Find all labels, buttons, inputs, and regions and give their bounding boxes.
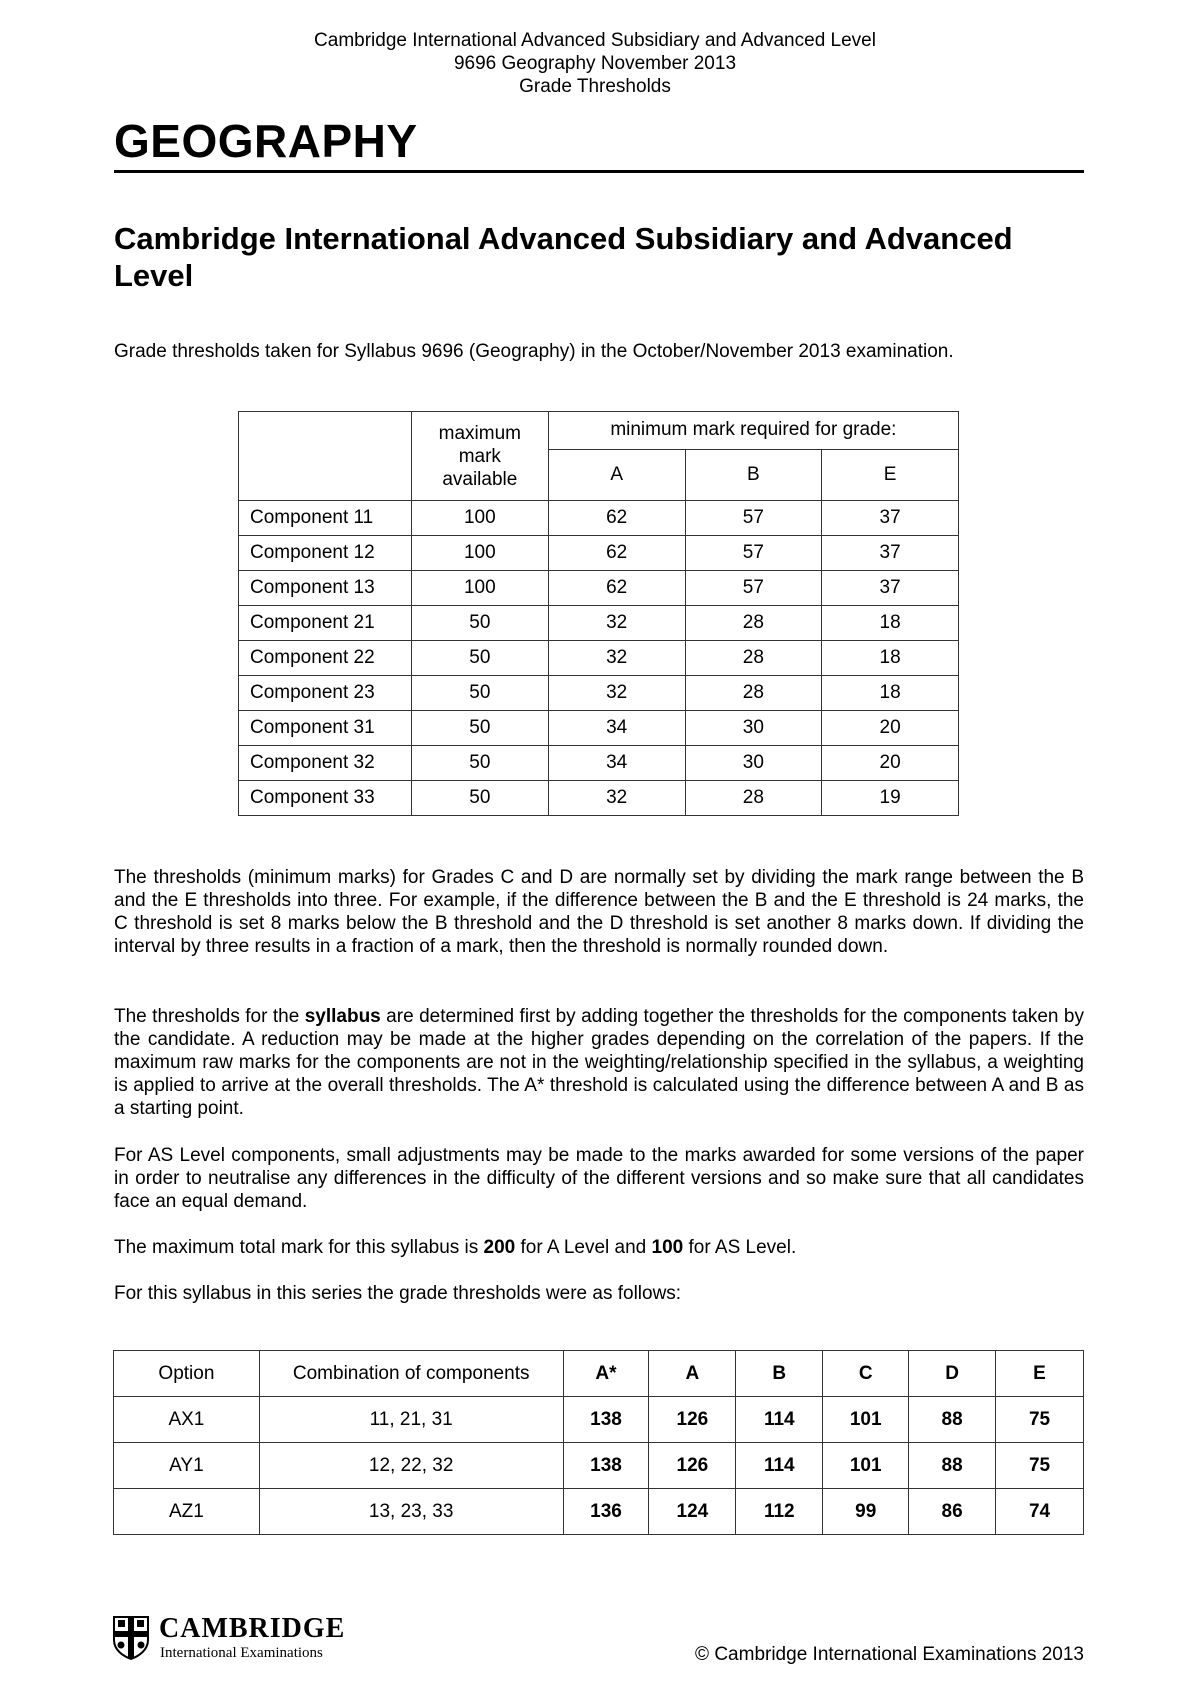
grade-threshold: 112 [736,1489,823,1535]
p4-text-c: for A Level and [515,1237,652,1258]
grade-threshold: 75 [996,1443,1084,1489]
grade-a-mark: 34 [548,746,685,781]
max-mark: 50 [411,746,548,781]
grade-b-mark: 57 [685,536,822,571]
grade-e-mark: 20 [822,746,959,781]
table-row [114,1397,1084,1443]
grade-e-mark: 20 [822,711,959,746]
cambridge-logo [113,1614,353,1662]
intro-text: Grade thresholds taken for Syllabus 9696 (Geography) in the October/November 2013 examination. [114,341,954,362]
grade-b-mark: 57 [685,571,822,606]
grade-e-mark: 37 [822,571,959,606]
grade-a-mark: 32 [548,781,685,816]
grade-threshold: 136 [563,1489,649,1535]
max-mark: 100 [411,571,548,606]
paragraph-grade-c-d: The thresholds (minimum marks) for Grades C and D are normally set by dividing the mark range between the B and the E thresholds into three. For example, if the difference between the B and the E threshold is 24 marks, the C threshold is set 8 marks below the B threshold and the D threshold is set another 8 marks down. If dividing the interval by three results in a fraction of a mark, then the threshold is normally rounded down. [114,867,1084,957]
p4-text-d: for AS Level. [683,1237,797,1258]
option-thresholds-table [113,1350,1084,1535]
table-row [239,746,959,781]
grade-b-mark: 28 [685,781,822,816]
header-grade-a: A [548,449,685,500]
table-row [239,536,959,571]
page-subtitle: Cambridge International Advanced Subsidiary and Advanced Level [114,221,1013,293]
paragraph-max-total [114,1236,1084,1259]
table-row [114,1443,1084,1489]
component-thresholds-table [238,411,959,816]
max-mark: 100 [411,501,548,536]
p4-bold-100: 100 [651,1237,684,1258]
table-row [239,606,959,641]
max-mark: 50 [411,676,548,711]
page-title: GEOGRAPHY [114,115,418,167]
option-header-cell: Option [114,1351,260,1397]
header-line-1: Cambridge International Advanced Subsidiary and Advanced Level [314,30,876,51]
p2-bold: syllabus [304,1006,381,1027]
option-header-cell: A* [563,1351,649,1397]
grade-threshold: 88 [909,1443,996,1489]
grade-a-mark: 34 [548,711,685,746]
grade-threshold: 126 [649,1443,736,1489]
table-row [239,641,959,676]
header-line-2: 9696 Geography November 2013 [453,53,737,74]
paragraph-as-level: For AS Level components, small adjustments may be made to the marks awarded for some versions of the paper in order to neutralise any differences in the difficulty of the different versions and so make sure that all candidates face an equal demand. [114,1145,1084,1212]
option-header-cell: C [823,1351,909,1397]
p4-text-a: The maximum total mark for this syllabus is [114,1237,484,1258]
paragraph-series-intro: For this syllabus in this series the grade thresholds were as follows: [114,1283,682,1304]
component-name: Component 11 [239,501,412,536]
grade-threshold: 86 [909,1489,996,1535]
grade-b-mark: 57 [685,501,822,536]
logo-wordmark: CAMBRIDGE [159,1613,346,1644]
grade-a-mark: 62 [548,501,685,536]
grade-e-mark: 37 [822,501,959,536]
component-name: Component 32 [239,746,412,781]
grade-e-mark: 37 [822,536,959,571]
option-header-cell: D [909,1351,996,1397]
grade-a-mark: 32 [548,676,685,711]
page-header [0,29,1190,98]
grade-threshold: 126 [649,1397,736,1443]
max-mark: 50 [411,781,548,816]
grade-threshold: 114 [736,1397,823,1443]
component-name: Component 13 [239,571,412,606]
option-code: AX1 [114,1397,260,1443]
grade-a-mark: 32 [548,641,685,676]
grade-threshold: 138 [563,1443,649,1489]
grade-e-mark: 18 [822,641,959,676]
header-grade-e: E [822,449,959,500]
logo-subtitle: International Examinations [160,1645,323,1661]
max-mark: 100 [411,536,548,571]
grade-threshold: 114 [736,1443,823,1489]
component-combination: 12, 22, 32 [259,1443,563,1489]
component-name: Component 33 [239,781,412,816]
crest-icon [113,1616,149,1660]
option-header-cell: Combination of components [259,1351,563,1397]
grade-b-mark: 28 [685,606,822,641]
table-row [239,571,959,606]
copyright-notice: © Cambridge International Examinations 2013 [695,1644,1084,1665]
grade-threshold: 101 [823,1443,909,1489]
table-row [114,1489,1084,1535]
grade-a-mark: 62 [548,571,685,606]
grade-b-mark: 30 [685,746,822,781]
component-name: Component 31 [239,711,412,746]
table-row [239,711,959,746]
grade-e-mark: 19 [822,781,959,816]
p2-text-b: are determined first by adding together the thresholds for the components taken by the candidate. A reduction may be made at the higher grades depending on the correlation of the papers. If the maximum raw marks for the components are not in the weighting/relationship specified in the syllabus, a weighting is applied to arrive at the overall thresholds. The A* threshold is calculated using the difference between A and B as a starting point. [114,1006,1084,1119]
max-mark: 50 [411,606,548,641]
component-combination: 13, 23, 33 [259,1489,563,1535]
p4-bold-200: 200 [483,1237,516,1258]
grade-b-mark: 30 [685,711,822,746]
grade-threshold: 75 [996,1397,1084,1443]
grade-threshold: 101 [823,1397,909,1443]
grade-b-mark: 28 [685,641,822,676]
option-code: AY1 [114,1443,260,1489]
grade-a-mark: 32 [548,606,685,641]
grade-a-mark: 62 [548,536,685,571]
grade-threshold: 138 [563,1397,649,1443]
header-max-mark: maximum mark available [411,412,548,501]
header-min-mark-group: minimum mark required for grade: [548,412,958,450]
option-code: AZ1 [114,1489,260,1535]
max-mark: 50 [411,711,548,746]
table-row [239,676,959,711]
grade-b-mark: 28 [685,676,822,711]
header-grade-b: B [685,449,822,500]
grade-e-mark: 18 [822,676,959,711]
p2-text-a: The thresholds for the [114,1006,305,1027]
table-row [239,501,959,536]
component-name: Component 12 [239,536,412,571]
option-header-cell: E [996,1351,1084,1397]
paragraph-syllabus-thresholds [114,1005,1084,1120]
grade-threshold: 124 [649,1489,736,1535]
header-line-3: Grade Thresholds [519,76,671,97]
table-row [239,781,959,816]
option-header-cell: B [736,1351,823,1397]
component-combination: 11, 21, 31 [259,1397,563,1443]
component-name: Component 22 [239,641,412,676]
option-header-cell: A [649,1351,736,1397]
title-divider [114,170,1084,173]
grade-threshold: 99 [823,1489,909,1535]
table-corner-cell [239,412,412,501]
component-name: Component 23 [239,676,412,711]
component-name: Component 21 [239,606,412,641]
grade-e-mark: 18 [822,606,959,641]
grade-threshold: 88 [909,1397,996,1443]
max-mark: 50 [411,641,548,676]
grade-threshold: 74 [996,1489,1084,1535]
